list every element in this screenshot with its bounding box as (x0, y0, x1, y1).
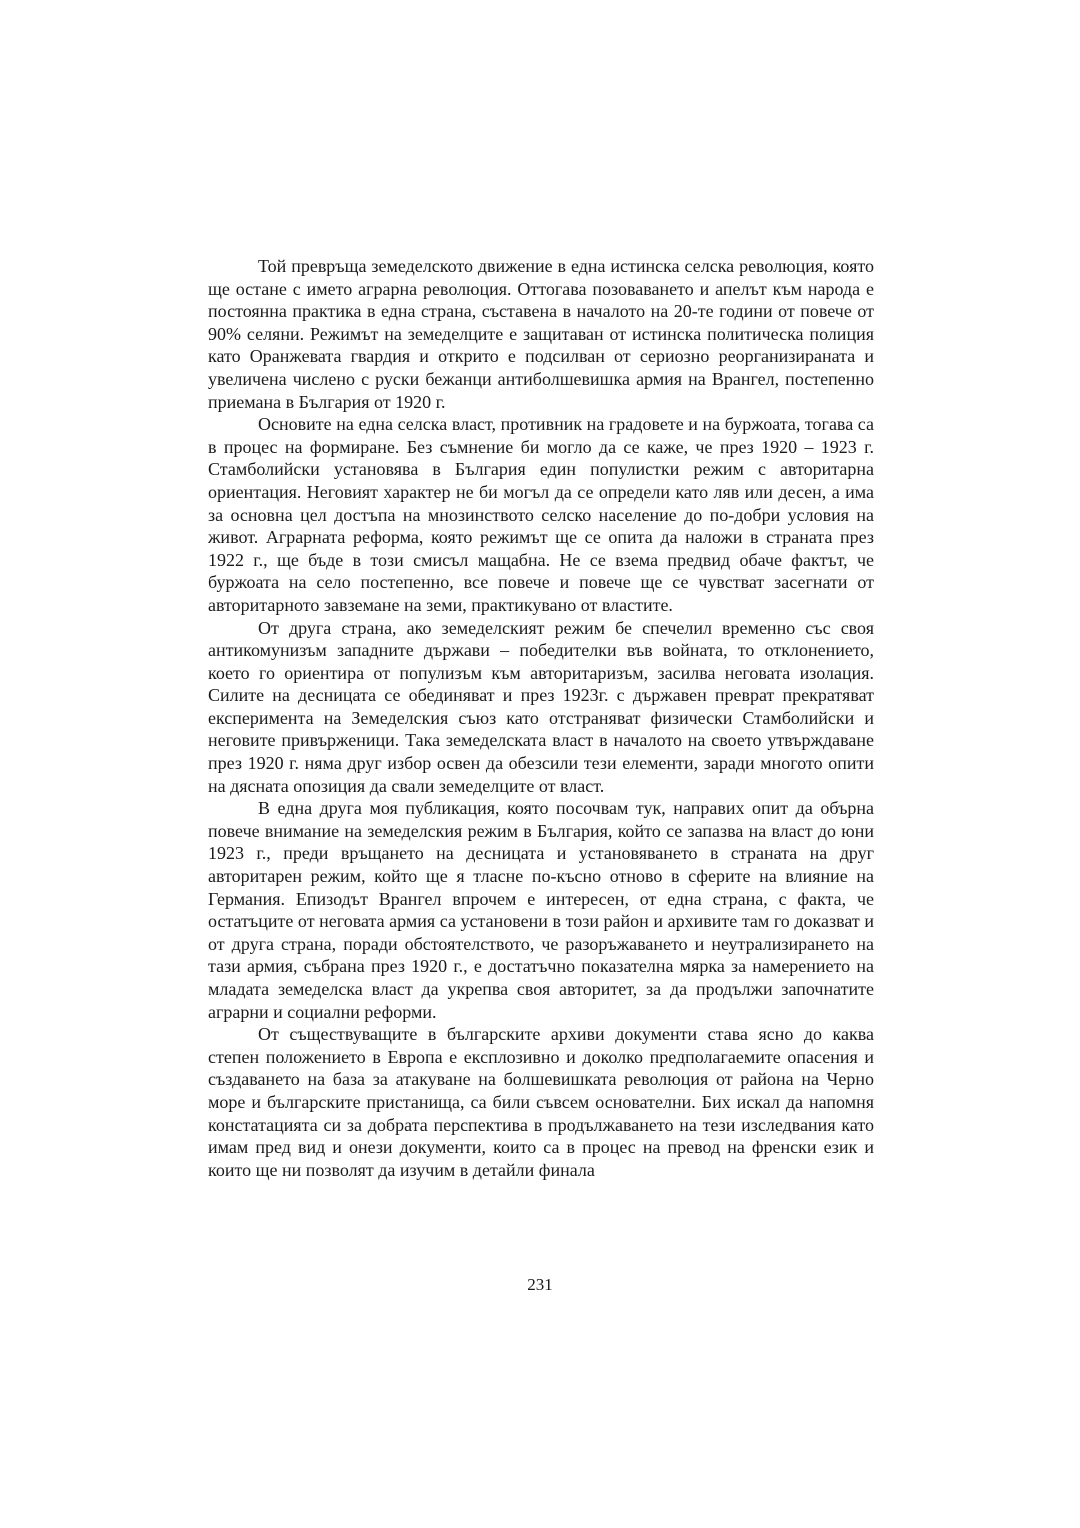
page-number: 231 (527, 1275, 553, 1294)
body-text (208, 255, 874, 1181)
paragraph-4: В една друга моя публикация, която посочвам тук, направих опит да обърна повече внимание на земеделския режим в България, който се запазва на власт до юни 1923 г., преди връщането на десницата и установяването в страната на друг авторитарен режим, който ще я тласне по-късно отново в сферите на влияние на Германия. Епизодът Врангел впрочем е интересен, от една страна, с факта, че остатъците от неговата армия са установени в този район и архивите там го доказват и от друга страна, поради обстоятелството, че разоръжаването и неутрализирането на тази армия, събрана през 1920 г., е достатъчно показателна мярка за намерението на младата земеделска власт да укрепва своя авторитет, за да продължи започнатите аграрни и социални реформи. (208, 798, 874, 1022)
paragraph-2: Основите на една селска власт, противник на градовете и на буржоата, тогава са в процес на формиране. Без съмнение би могло да се каже, че през 1920 – 1923 г. Стамболийски установява в България един популистки режим с авторитарна ориентация. Неговият характер не би могъл да се определи като ляв или десен, а има за основна цел достъпа на мнозинството селско население до по-добри условия на живот. Аграрната реформа, която режимът ще се опита да наложи в страната през 1922 г., ще бъде в този смисъл мащабна. Не се взема предвид обаче фактът, че буржоата на село постепенно, все повече и повече ще се чувстват засегнати от авторитарното завземане на земи, практикувано от властите. (208, 414, 874, 615)
paragraph-5: От съществуващите в българските архиви документи става ясно до каква степен положението в Европа е експлозивно и доколко предполагаемите опасения и създаването на база за атакуване на болшевишката революция от района на Черно море и българските пристанища, са били съвсем основателни. Бих искал да напомня констатацията си за добрата перспектива в продължаването на тези изследвания като имам пред вид и онези документи, които са в процес на превод на френски език и които ще ни позволят да изучим в детайли финала (208, 1024, 874, 1180)
paragraph-3: От друга страна, ако земеделският режим бе спечелил временно със своя антикомунизъм западните държави – победителки във войната, то отклонението, което го ориентира от популизъм към авторитаризъм, засилва неговата изолация. Силите на десницата се обединяват и през 1923г. с държавен преврат прекратяват експеримента на Земеделския съюз като отстраняват физически Стамболийски и неговите привърженици. Така земеделската власт в началото на своето утвърждаване през 1920 г. няма друг избор освен да обезсили тези елементи, заради многото опити на дясната опозиция да свали земеделците от власт. (208, 617, 874, 796)
paragraph-1: Той превръща земеделското движение в една истинска селска революция, която ще остане с името аграрна революция. Оттогава позоваването и апелът към народа е постоянна практика в една страна, съставена в началото на 20-те години от повече от 90% селяни. Режимът на земеделците е защитаван от истинска политическа полиция като Оранжевата гвардия и открито е подсилван от сериозно реорганизираната и увеличена числено с руски бежанци антиболшевишка армия на Врангел, постепенно приемана в България от 1920 г. (208, 256, 874, 412)
